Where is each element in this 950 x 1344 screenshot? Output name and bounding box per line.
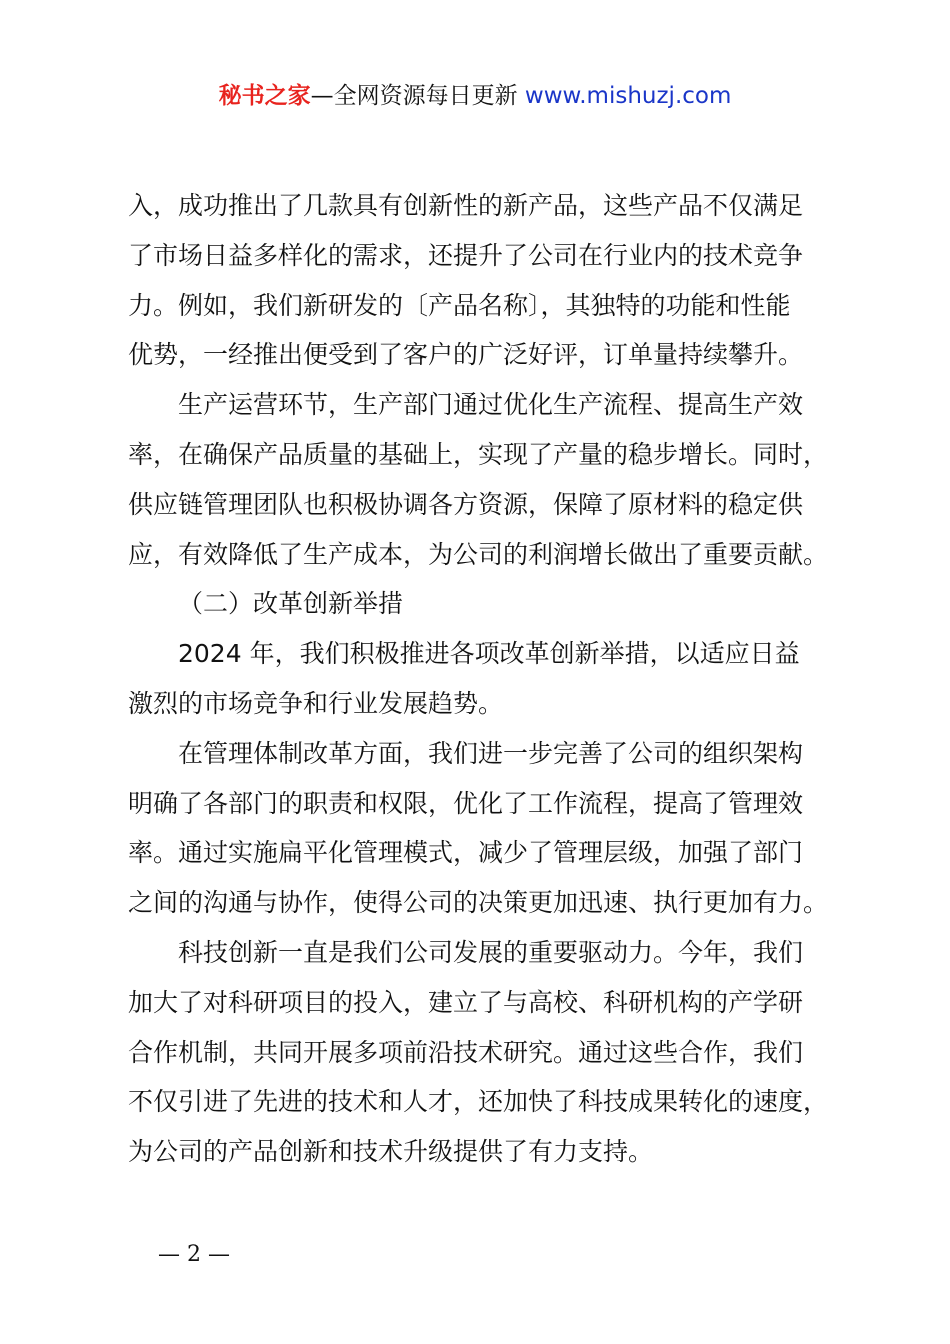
- website-link[interactable]: www.mishuzj.com: [524, 83, 732, 109]
- text-line: 不仅引进了先进的技术和人才，还加快了科技成果转化的速度，: [128, 1087, 828, 1117]
- text-line: 生产运营环节，生产部门通过优化生产流程、提高生产效: [178, 390, 804, 420]
- header-tagline: —全网资源每日更新: [310, 83, 518, 109]
- document-body: [128, 181, 828, 1177]
- text-line: 优势，一经推出便受到了客户的广泛好评，订单量持续攀升。: [128, 340, 804, 370]
- text-line: 力。例如，我们新研发的〔产品名称〕，其独特的功能和性能: [128, 290, 791, 320]
- text-line: 在管理体制改革方面，我们进一步完善了公司的组织架构: [178, 738, 804, 768]
- text-line: 之间的沟通与协作，使得公司的决策更加迅速、执行更加有力。: [128, 888, 828, 918]
- text-line: 为公司的产品创新和技术升级提供了有力支持。: [128, 1137, 654, 1167]
- text-line: 供应链管理团队也积极协调各方资源，保障了原材料的稳定供: [128, 489, 804, 519]
- text-line: 加大了对科研项目的投入，建立了与高校、科研机构的产学研: [128, 987, 804, 1017]
- text-line: 了市场日益多样化的需求，还提升了公司在行业内的技术竞争: [128, 240, 804, 270]
- text-line: 2024 年，我们积极推进各项改革创新举措，以适应日益: [178, 639, 800, 669]
- text-line: 应，有效降低了生产成本，为公司的利润增长做出了重要贡献。: [128, 539, 828, 569]
- text-line: 明确了各部门的职责和权限，优化了工作流程，提高了管理效: [128, 788, 804, 818]
- text-line: 科技创新一直是我们公司发展的重要驱动力。今年，我们: [178, 937, 804, 967]
- text-line: 激烈的市场竞争和行业发展趋势。: [128, 688, 504, 718]
- page-number: — 2 —: [158, 1242, 230, 1267]
- page-header: [0, 80, 950, 112]
- text-line: 率。通过实施扁平化管理模式，减少了管理层级，加强了部门: [128, 838, 804, 868]
- text-line: 入，成功推出了几款具有创新性的新产品，这些产品不仅满足: [128, 191, 804, 220]
- text-line: 合作机制，共同开展多项前沿技术研究。通过这些合作，我们: [128, 1037, 804, 1067]
- text-line: 率，在确保产品质量的基础上，实现了产量的稳步增长。同时，: [128, 439, 828, 469]
- section-heading: （二）改革创新举措: [178, 589, 404, 619]
- brand-name: 秘书之家: [218, 83, 311, 109]
